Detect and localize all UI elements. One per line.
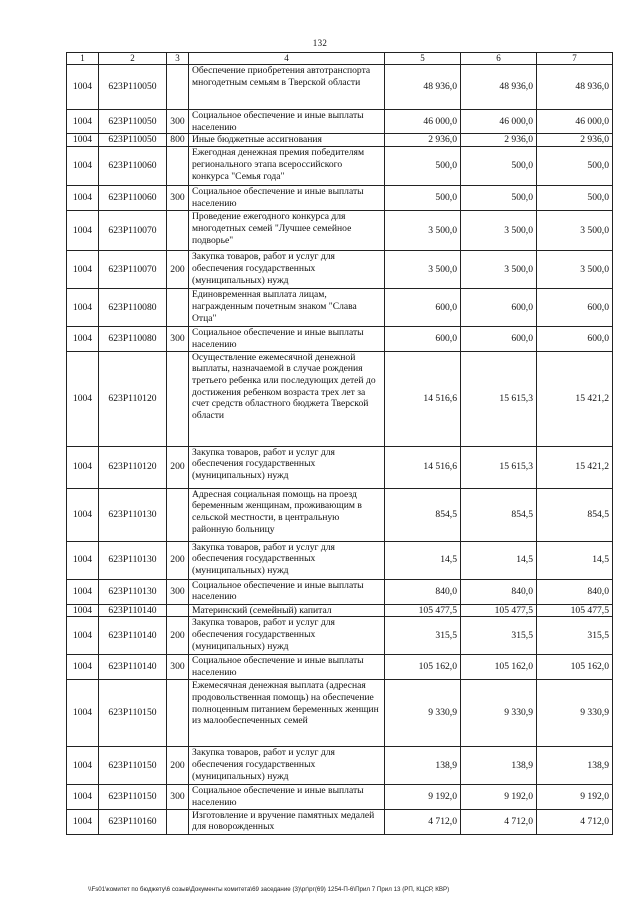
section-code-cell: 1004 [67,579,99,604]
column-header: 3 [167,53,189,65]
expense-type-code-cell [167,147,189,186]
table-row [67,488,613,541]
section-code-cell: 1004 [67,351,99,446]
item-name-cell: Иные бюджетные ассигнования [189,134,385,147]
target-article-code-cell: 623P110050 [99,110,167,134]
item-name-cell: Обеспечение приобретения автотранспорта многодетным семьям в Тверской области [189,65,385,110]
item-name-cell: Проведение ежегодного конкурса для многодетных семей "Лучшее семейное подворье" [189,211,385,251]
section-code-cell: 1004 [67,617,99,655]
item-name-cell: Социальное обеспечение и иные выплаты населению [189,110,385,134]
expense-type-code-cell [167,604,189,617]
target-article-code-cell: 623P110150 [99,747,167,785]
amount-col7-cell: 840,0 [537,579,613,604]
amount-col6-cell: 3 500,0 [461,211,537,251]
item-name-cell: Единовременная выплата лицам, награжденным почетным знаком "Слава Отца" [189,289,385,327]
section-code-cell: 1004 [67,747,99,785]
item-name-cell: Закупка товаров, работ и услуг для обеспечения государственных (муниципальных) нужд [189,541,385,579]
section-code-cell: 1004 [67,110,99,134]
amount-col7-cell: 105 477,5 [537,604,613,617]
amount-col7-cell: 105 162,0 [537,655,613,680]
table-row [67,655,613,680]
expense-type-code-cell [167,809,189,834]
item-name-cell: Закупка товаров, работ и услуг для обеспечения государственных (муниципальных) нужд [189,251,385,289]
table-row [67,327,613,351]
target-article-code-cell: 623P110050 [99,134,167,147]
amount-col5-cell: 2 936,0 [385,134,461,147]
page-number: 132 [312,38,328,48]
amount-col5-cell: 4 712,0 [385,809,461,834]
item-name-cell: Адресная социальная помощь на проезд беременным женщинам, проживающим в сельской местности, в центральную районную больницу [189,488,385,541]
item-name-cell: Ежемесячная денежная выплата (адресная продовольственная помощь) на обеспечение полноценным питанием беременных женщин из малообеспеченных семей [189,680,385,747]
section-code-cell: 1004 [67,680,99,747]
item-name-cell: Социальное обеспечение и иные выплаты населению [189,785,385,809]
amount-col7-cell: 600,0 [537,327,613,351]
item-name-cell: Материнский (семейный) капитал [189,604,385,617]
expense-type-code-cell [167,680,189,747]
table-row [67,110,613,134]
section-code-cell: 1004 [67,211,99,251]
amount-col7-cell: 4 712,0 [537,809,613,834]
expense-type-code-cell: 200 [167,446,189,488]
amount-col6-cell: 854,5 [461,488,537,541]
amount-col6-cell: 46 000,0 [461,110,537,134]
table-row [67,134,613,147]
amount-col7-cell: 500,0 [537,186,613,211]
target-article-code-cell: 623P110140 [99,655,167,680]
table-row [67,809,613,834]
amount-col7-cell: 9 192,0 [537,785,613,809]
amount-col7-cell: 2 936,0 [537,134,613,147]
column-header: 6 [461,53,537,65]
target-article-code-cell: 623P110060 [99,186,167,211]
amount-col6-cell: 105 477,5 [461,604,537,617]
target-article-code-cell: 623P110070 [99,251,167,289]
item-name-cell: Социальное обеспечение и иные выплаты населению [189,579,385,604]
amount-col7-cell: 15 421,2 [537,351,613,446]
table-row [67,541,613,579]
expense-type-code-cell: 300 [167,785,189,809]
target-article-code-cell: 623P110130 [99,488,167,541]
section-code-cell: 1004 [67,327,99,351]
table-row [67,747,613,785]
column-header: 4 [189,53,385,65]
amount-col5-cell: 854,5 [385,488,461,541]
target-article-code-cell: 623P110130 [99,541,167,579]
target-article-code-cell: 623P110120 [99,446,167,488]
amount-col6-cell: 4 712,0 [461,809,537,834]
section-code-cell: 1004 [67,655,99,680]
expense-type-code-cell: 300 [167,579,189,604]
amount-col7-cell: 15 421,2 [537,446,613,488]
amount-col5-cell: 9 192,0 [385,785,461,809]
item-name-cell: Осуществление ежемесячной денежной выплаты, назначаемой в случае рождения третьего ребенка или последующих детей до достижения ребенком возраста трех лет за счет средств областного бюджета Тверской области [189,351,385,446]
amount-col6-cell: 138,9 [461,747,537,785]
item-name-cell: Изготовление и вручение памятных медалей для новорожденных [189,809,385,834]
amount-col5-cell: 14 516,6 [385,446,461,488]
header-row [67,53,613,65]
item-name-cell: Закупка товаров, работ и услуг для обеспечения государственных (муниципальных) нужд [189,446,385,488]
expense-type-code-cell: 300 [167,655,189,680]
amount-col5-cell: 105 162,0 [385,655,461,680]
table-row [67,251,613,289]
section-code-cell: 1004 [67,809,99,834]
section-code-cell: 1004 [67,186,99,211]
amount-col5-cell: 105 477,5 [385,604,461,617]
table-row [67,785,613,809]
amount-col6-cell: 3 500,0 [461,251,537,289]
amount-col5-cell: 600,0 [385,327,461,351]
table-row [67,604,613,617]
table-row [67,289,613,327]
amount-col6-cell: 105 162,0 [461,655,537,680]
section-code-cell: 1004 [67,604,99,617]
amount-col5-cell: 3 500,0 [385,211,461,251]
amount-col7-cell: 854,5 [537,488,613,541]
amount-col7-cell: 500,0 [537,147,613,186]
table-body [67,65,613,835]
expense-type-code-cell: 200 [167,251,189,289]
expense-type-code-cell [167,65,189,110]
amount-col5-cell: 138,9 [385,747,461,785]
target-article-code-cell: 623P110070 [99,211,167,251]
target-article-code-cell: 623P110150 [99,680,167,747]
amount-col7-cell: 46 000,0 [537,110,613,134]
table-row [67,351,613,446]
expense-type-code-cell [167,351,189,446]
amount-col6-cell: 9 330,9 [461,680,537,747]
amount-col5-cell: 500,0 [385,147,461,186]
expense-type-code-cell: 300 [167,327,189,351]
section-code-cell: 1004 [67,541,99,579]
amount-col6-cell: 14,5 [461,541,537,579]
amount-col6-cell: 600,0 [461,327,537,351]
target-article-code-cell: 623P110060 [99,147,167,186]
amount-col7-cell: 600,0 [537,289,613,327]
expense-type-code-cell: 200 [167,617,189,655]
expense-type-code-cell [167,488,189,541]
section-code-cell: 1004 [67,785,99,809]
column-header: 1 [67,53,99,65]
amount-col7-cell: 3 500,0 [537,211,613,251]
amount-col6-cell: 840,0 [461,579,537,604]
amount-col6-cell: 315,5 [461,617,537,655]
table-row [67,446,613,488]
column-header: 5 [385,53,461,65]
amount-col6-cell: 48 936,0 [461,65,537,110]
expense-type-code-cell [167,289,189,327]
table-row [67,147,613,186]
expense-type-code-cell: 200 [167,747,189,785]
expense-type-code-cell: 800 [167,134,189,147]
target-article-code-cell: 623P110050 [99,65,167,110]
table-row [67,65,613,110]
item-name-cell: Социальное обеспечение и иные выплаты населению [189,327,385,351]
amount-col5-cell: 46 000,0 [385,110,461,134]
item-name-cell: Ежегодная денежная премия победителям регионального этапа всероссийского конкурса "Семья года" [189,147,385,186]
item-name-cell: Закупка товаров, работ и услуг для обеспечения государственных (муниципальных) нужд [189,617,385,655]
section-code-cell: 1004 [67,488,99,541]
table-row [67,211,613,251]
section-code-cell: 1004 [67,134,99,147]
amount-col5-cell: 48 936,0 [385,65,461,110]
amount-col6-cell: 600,0 [461,289,537,327]
expense-type-code-cell: 200 [167,541,189,579]
column-header: 2 [99,53,167,65]
amount-col5-cell: 14,5 [385,541,461,579]
budget-table [66,52,613,835]
table-row [67,680,613,747]
item-name-cell: Социальное обеспечение и иные выплаты населению [189,655,385,680]
section-code-cell: 1004 [67,147,99,186]
amount-col7-cell: 315,5 [537,617,613,655]
amount-col5-cell: 3 500,0 [385,251,461,289]
amount-col5-cell: 500,0 [385,186,461,211]
amount-col5-cell: 9 330,9 [385,680,461,747]
section-code-cell: 1004 [67,251,99,289]
amount-col7-cell: 3 500,0 [537,251,613,289]
target-article-code-cell: 623P110080 [99,289,167,327]
amount-col6-cell: 2 936,0 [461,134,537,147]
amount-col5-cell: 14 516,6 [385,351,461,446]
file-path-footer: \\Fs01\комитет по бюджету\6 созыв\Документы комитета\69 заседание (3)\рг\рг(69) 1254-П-6\Прил 7 Прил 13 (РП, КЦСР, КВР) [88,886,450,893]
amount-col6-cell: 9 192,0 [461,785,537,809]
section-code-cell: 1004 [67,289,99,327]
amount-col7-cell: 9 330,9 [537,680,613,747]
amount-col5-cell: 840,0 [385,579,461,604]
target-article-code-cell: 623P110140 [99,604,167,617]
amount-col5-cell: 315,5 [385,617,461,655]
amount-col6-cell: 15 615,3 [461,351,537,446]
amount-col5-cell: 600,0 [385,289,461,327]
section-code-cell: 1004 [67,65,99,110]
table-row [67,617,613,655]
target-article-code-cell: 623P110080 [99,327,167,351]
section-code-cell: 1004 [67,446,99,488]
expense-type-code-cell: 300 [167,186,189,211]
expense-type-code-cell: 300 [167,110,189,134]
target-article-code-cell: 623P110160 [99,809,167,834]
amount-col6-cell: 500,0 [461,186,537,211]
amount-col6-cell: 500,0 [461,147,537,186]
table-row [67,579,613,604]
amount-col7-cell: 14,5 [537,541,613,579]
column-header: 7 [537,53,613,65]
expense-type-code-cell [167,211,189,251]
amount-col7-cell: 138,9 [537,747,613,785]
table-row [67,186,613,211]
target-article-code-cell: 623P110150 [99,785,167,809]
amount-col6-cell: 15 615,3 [461,446,537,488]
target-article-code-cell: 623P110120 [99,351,167,446]
item-name-cell: Социальное обеспечение и иные выплаты населению [189,186,385,211]
target-article-code-cell: 623P110130 [99,579,167,604]
amount-col7-cell: 48 936,0 [537,65,613,110]
item-name-cell: Закупка товаров, работ и услуг для обеспечения государственных (муниципальных) нужд [189,747,385,785]
target-article-code-cell: 623P110140 [99,617,167,655]
